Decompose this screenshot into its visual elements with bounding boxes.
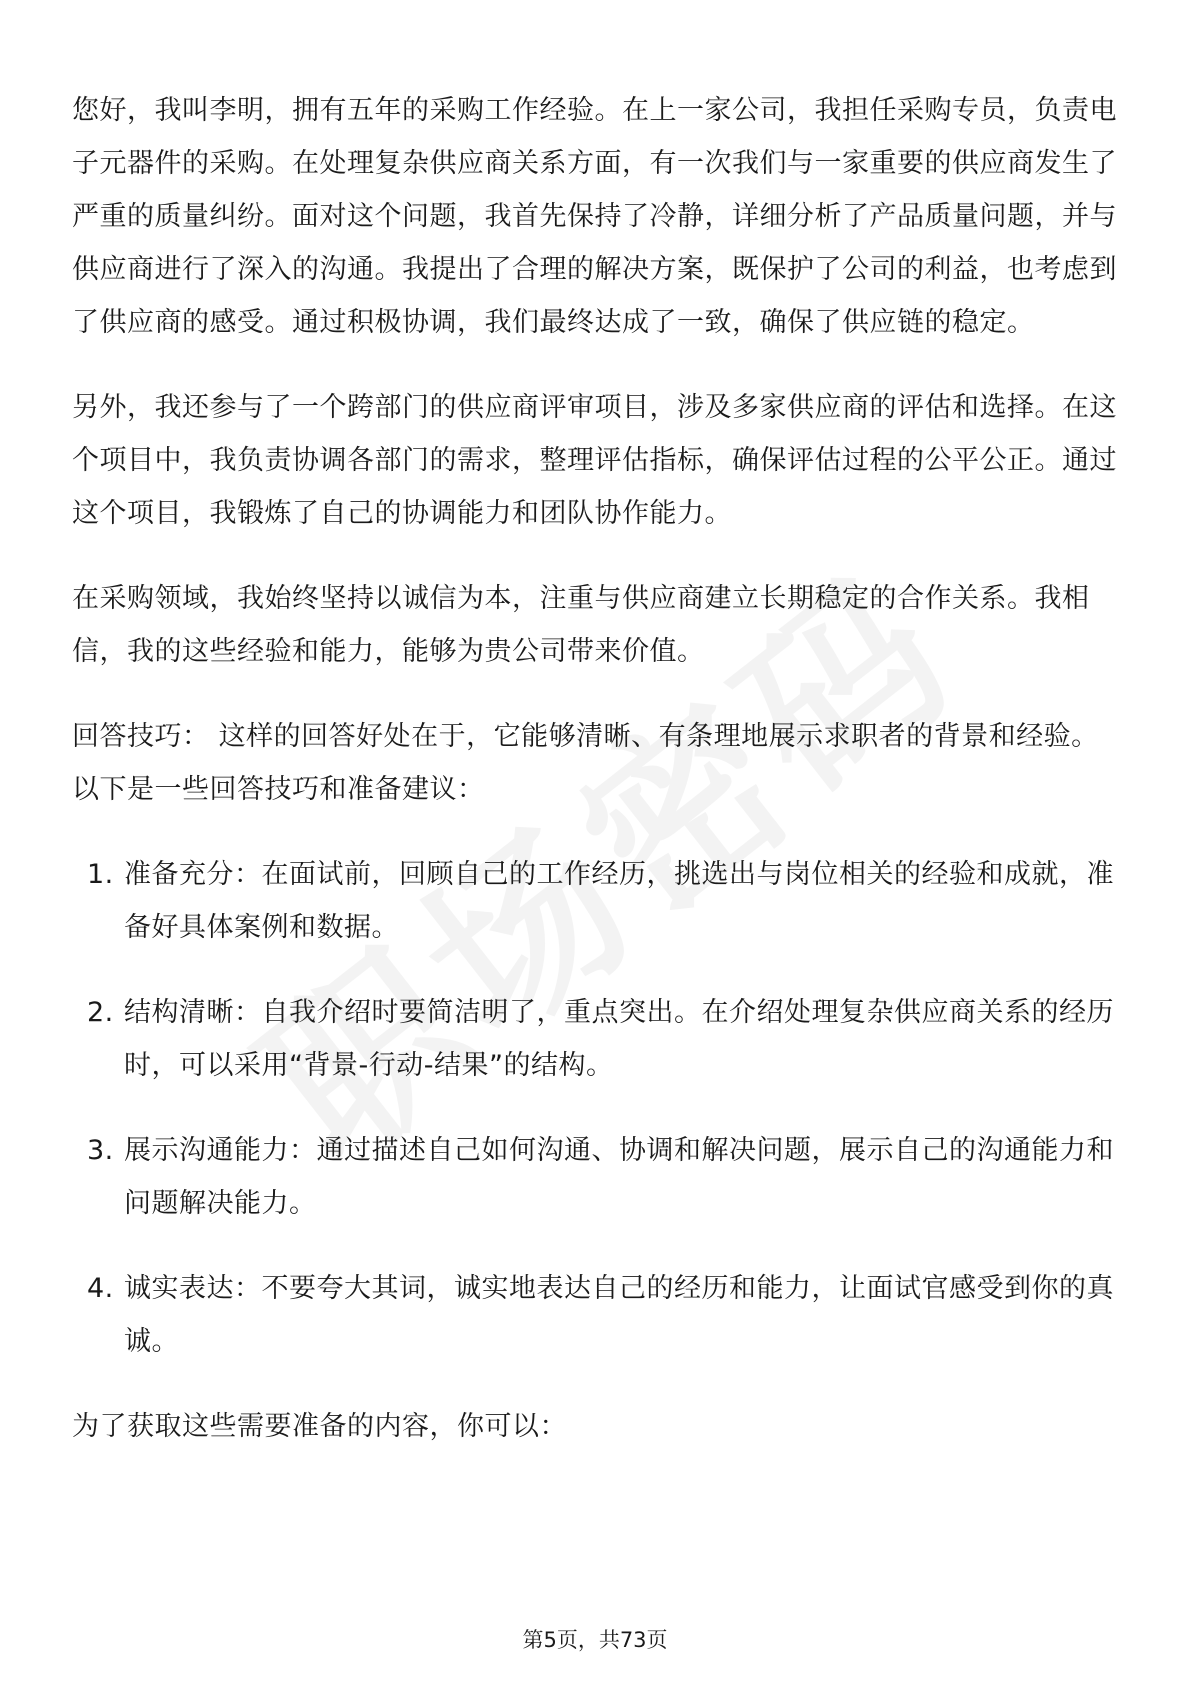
intro-paragraph: 您好，我叫李明，拥有五年的采购工作经验。在上一家公司，我担任采购专员，负责电子元器件的采购。在处理复杂供应商关系方面，有一次我们与一家重要的供应商发生了严重的质量纠纷。面对这个问题，我首先保持了冷静，详细分析了产品质量问题，并与供应商进行了深入的沟通。我提出了合理的解决方案，既保护了公司的利益，也考虑到了供应商的感受。通过积极协调，我们最终达成了一致，确保了供应链的稳定。	[72, 95, 1117, 338]
list-number: 1.	[87, 859, 114, 890]
list-item	[72, 848, 1122, 954]
list-number: 2.	[87, 997, 114, 1028]
tips-intro-paragraph: 回答技巧： 这样的回答好处在于，它能够清晰、有条理地展示求职者的背景和经验。以下是一些回答技巧和准备建议：	[72, 721, 1099, 805]
list-item	[72, 1262, 1122, 1368]
tips-list	[72, 848, 1122, 1368]
values-paragraph: 在采购领域，我始终坚持以诚信为本，注重与供应商建立长期稳定的合作关系。我相信，我的这些经验和能力，能够为贵公司带来价值。	[72, 583, 1090, 667]
list-text: 准备充分：在面试前，回顾自己的工作经历，挑选出与岗位相关的经验和成就，准备好具体案例和数据。	[124, 859, 1114, 943]
list-text: 展示沟通能力：通过描述自己如何沟通、协调和解决问题，展示自己的沟通能力和问题解决能力。	[124, 1135, 1114, 1219]
list-item	[72, 1124, 1122, 1230]
list-number: 3.	[87, 1135, 114, 1166]
list-item	[72, 986, 1122, 1092]
list-number: 4.	[87, 1273, 114, 1304]
page-footer: 第5页，共73页	[522, 1628, 668, 1652]
list-text: 诚实表达：不要夸大其词，诚实地表达自己的经历和能力，让面试官感受到你的真诚。	[124, 1273, 1114, 1357]
list-text: 结构清晰：自我介绍时要简洁明了，重点突出。在介绍处理复杂供应商关系的经历时，可以采用“背景-行动-结果”的结构。	[124, 997, 1114, 1081]
document-body	[72, 84, 1122, 1485]
closing-paragraph: 为了获取这些需要准备的内容，你可以：	[72, 1411, 567, 1442]
project-paragraph: 另外，我还参与了一个跨部门的供应商评审项目，涉及多家供应商的评估和选择。在这个项目中，我负责协调各部门的需求，整理评估指标，确保评估过程的公平公正。通过这个项目，我锻炼了自己的协调能力和团队协作能力。	[72, 392, 1117, 529]
